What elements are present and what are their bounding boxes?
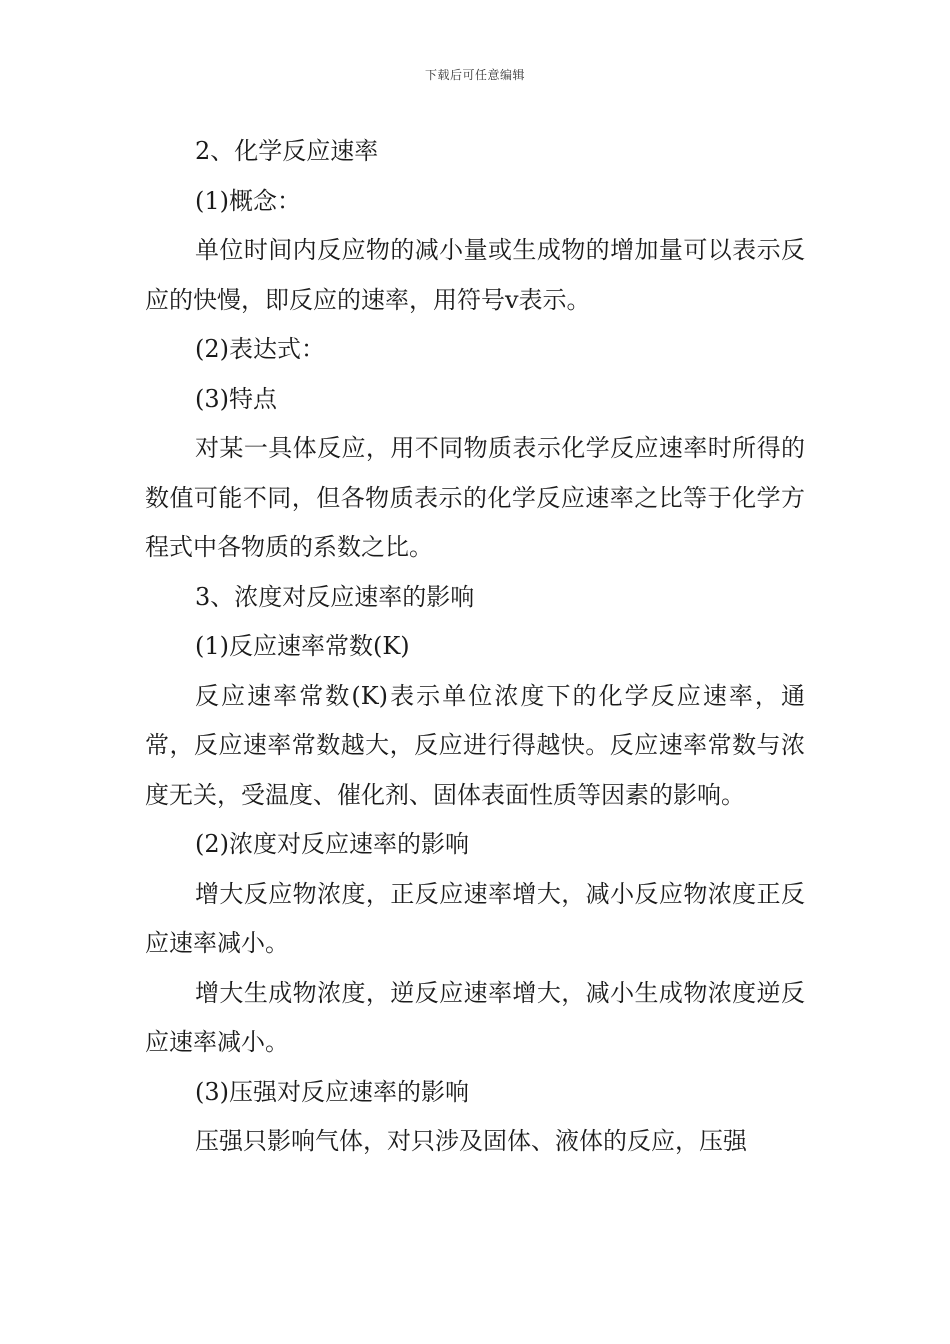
paragraph-rate-constant: 反应速率常数(K)表示单位浓度下的化学反应速率，通常，反应速率常数越大，反应进行得越快。反应速率常数与浓度无关，受温度、催化剂、固体表面性质等因素的影响。 <box>145 681 805 809</box>
subheading-pressure: (3)压强对反应速率的影响 <box>195 1077 469 1106</box>
subheading-concentration: (2)浓度对反应速率的影响 <box>195 830 469 858</box>
page-header: 下载后可任意编辑 <box>424 68 525 82</box>
subheading-concept: (1)概念： <box>195 186 301 215</box>
subheading-expression: (2)表达式： <box>195 335 325 363</box>
section-heading-reaction-rate: 2、化学反应速率 <box>195 137 379 165</box>
paragraph-concept: 单位时间内反应物的减小量或生成物的增加量可以表示反应的快慢，即反应的速率，用符号v表示。 <box>145 236 805 314</box>
document-body <box>145 127 805 1167</box>
paragraph-product-concentration: 增大生成物浓度，逆反应速率增大，减小生成物浓度逆反应速率减小。 <box>145 978 805 1056</box>
paragraph-reactant-concentration: 增大反应物浓度，正反应速率增大，减小反应物浓度正反应速率减小。 <box>145 879 805 957</box>
subheading-rate-constant: (1)反应速率常数(K) <box>195 632 410 660</box>
paragraph-pressure: 压强只影响气体，对只涉及固体、液体的反应，压强 <box>195 1127 747 1155</box>
subheading-characteristics: (3)特点 <box>195 384 277 413</box>
paragraph-characteristics: 对某一具体反应，用不同物质表示化学反应速率时所得的数值可能不同，但各物质表示的化学反应速率之比等于化学方程式中各物质的系数之比。 <box>145 434 805 561</box>
section-heading-concentration-effect: 3、浓度对反应速率的影响 <box>195 582 475 611</box>
